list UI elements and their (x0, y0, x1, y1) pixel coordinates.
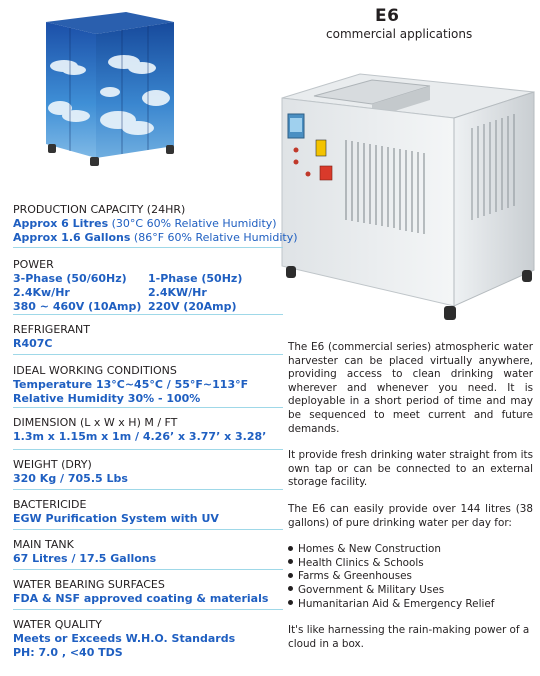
spec-weight (13, 450, 283, 490)
description (288, 341, 533, 664)
bactericide-label: BACTERICIDE (13, 498, 87, 511)
model-title: E6 (375, 6, 400, 26)
refrigerant-value: R407C (13, 337, 53, 350)
water-quality-ph: PH: 7.0 , <40 TDS (13, 646, 123, 659)
description-closing: It's like harnessing the rain-making power of a cloud in a box. (288, 624, 530, 650)
list-item: Farms & Greenhouses (288, 570, 533, 584)
main-tank-value: 67 Litres / 17.5 Gallons (13, 552, 157, 565)
water-surfaces-label: WATER BEARING SURFACES (13, 578, 165, 591)
spec-list (13, 203, 298, 662)
list-item: Homes & New Construction (288, 543, 533, 557)
bullet-icon (288, 546, 293, 551)
uses-list (288, 543, 533, 611)
bactericide-value: EGW Purification System with UV (13, 512, 219, 525)
water-surfaces-value: FDA & NSF approved coating & materials (13, 592, 269, 605)
production-gallons-note: (86°F 60% Relative Humidity) (130, 231, 298, 244)
conditions-humidity: Relative Humidity 30% - 100% (13, 392, 201, 405)
bullet-icon (288, 559, 293, 564)
dimension-label: DIMENSION (L x W x H) M / FT (13, 416, 178, 429)
spec-water-surfaces (13, 570, 283, 610)
spec-main-tank (13, 530, 283, 570)
bullet-icon (288, 600, 293, 605)
power-1phase-volt: 220V (20Amp) (148, 300, 237, 313)
conditions-temperature: Temperature 13°C~45°C / 55°F~113°F (13, 378, 249, 391)
refrigerant-label: REFRIGERANT (13, 323, 90, 336)
spec-dimension (13, 408, 283, 450)
spec-working-conditions (13, 355, 283, 408)
power-3phase-kw: 2.4Kw/Hr (13, 286, 70, 299)
water-quality-standard: Meets or Exceeds W.H.O. Standards (13, 632, 236, 645)
cloud-wrapped-unit-image (34, 8, 184, 168)
conditions-label: IDEAL WORKING CONDITIONS (13, 364, 177, 377)
weight-value: 320 Kg / 705.5 Lbs (13, 472, 128, 485)
description-intro: The E6 (commercial series) atmospheric water harvester can be placed virtually anywhere, providing access to clean drinking water wherever and whenever you need. It is deployable in a short period of time and may be sequenced to meet current and future demands. (288, 341, 533, 435)
list-item: Health Clinics & Schools (288, 557, 533, 571)
spec-bactericide (13, 490, 283, 530)
white-unit-image (276, 70, 538, 332)
weight-label: WEIGHT (DRY) (13, 458, 92, 471)
power-1phase-kw: 2.4KW/Hr (148, 286, 207, 299)
bullet-icon (288, 573, 293, 578)
bullet-icon (288, 586, 293, 591)
description-capacity: The E6 can easily provide over 144 litres (38 gallons) of pure drinking water per day for: (288, 502, 533, 529)
power-1phase-freq: 1-Phase (50Hz) (148, 272, 243, 285)
power-3phase-freq: 3-Phase (50/60Hz) (13, 272, 127, 285)
spec-power (13, 248, 283, 315)
production-litres-note: (30°C 60% Relative Humidity) (108, 217, 277, 230)
description-tap: It provide fresh drinking water straight from its own tap or can be connected to an external storage facility. (288, 449, 533, 489)
dimension-value: 1.3m x 1.15m x 1m / 4.26’ x 3.77’ x 3.28’ (13, 430, 267, 443)
model-subtitle: commercial applications (326, 27, 473, 41)
spec-production-capacity (13, 203, 298, 248)
spec-refrigerant (13, 315, 283, 355)
production-gallons-value: Approx 1.6 Gallons (13, 231, 131, 244)
spec-water-quality (13, 610, 283, 662)
water-quality-label: WATER QUALITY (13, 618, 102, 631)
main-tank-label: MAIN TANK (13, 538, 74, 551)
list-item: Government & Military Uses (288, 584, 533, 598)
list-item: Humanitarian Aid & Emergency Relief (288, 598, 533, 612)
power-label: POWER (13, 258, 54, 271)
production-capacity-label: PRODUCTION CAPACITY (24HR) (13, 203, 186, 216)
production-litres-value: Approx 6 Litres (13, 217, 109, 230)
power-3phase-volt: 380 ~ 460V (10Amp) (13, 300, 142, 313)
